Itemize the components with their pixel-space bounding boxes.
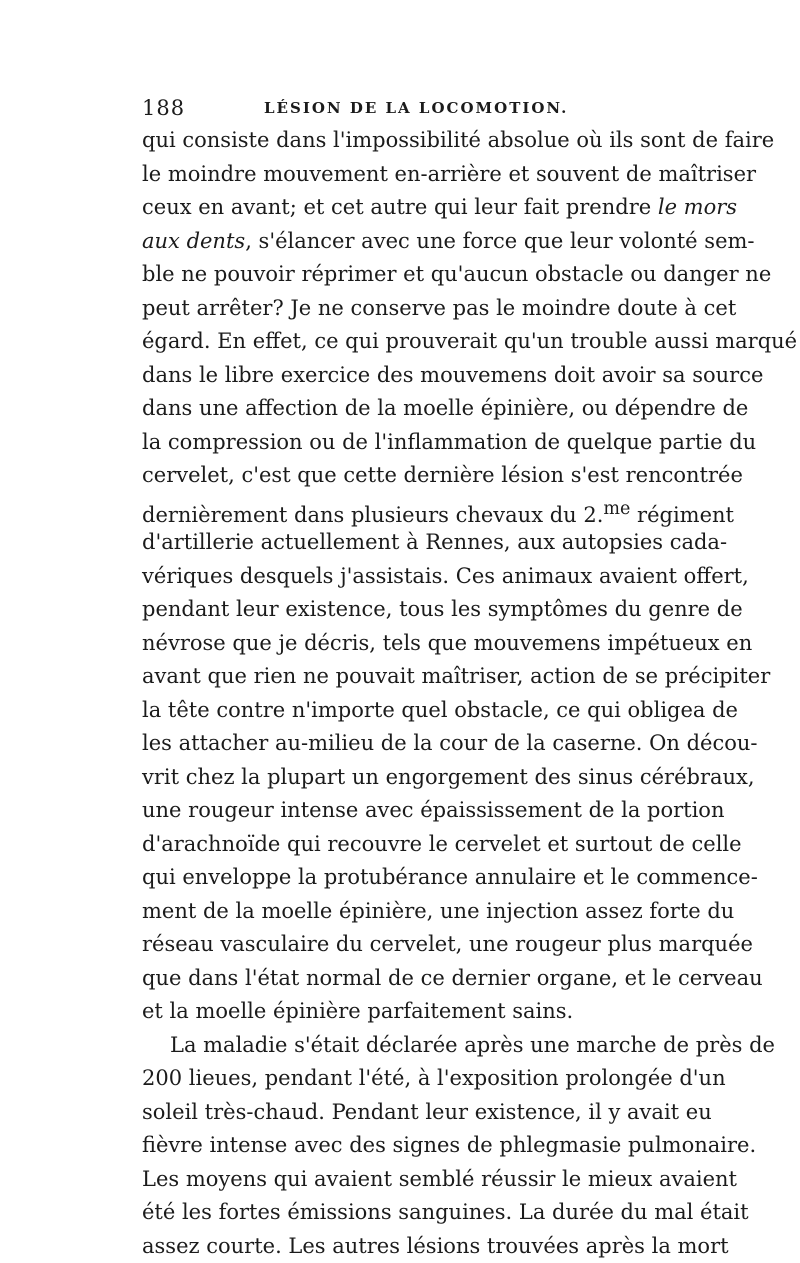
running-title: LÉSION DE LA LOCOMOTION. bbox=[264, 99, 568, 117]
text-line: égard. En effet, ce qui prouverait qu'un trouble aussi marqué bbox=[142, 325, 670, 359]
text-line: ble ne pouvoir réprimer et qu'aucun obstacle ou danger ne bbox=[142, 258, 670, 292]
paragraph-2 bbox=[142, 1029, 670, 1263]
text-line: que dans l'état normal de ce dernier organe, et le cerveau bbox=[142, 962, 670, 996]
text-line: qui enveloppe la protubérance annulaire et le commence- bbox=[142, 861, 670, 895]
text-line: La maladie s'était déclarée après une marche de près de bbox=[142, 1029, 670, 1063]
paragraph-1 bbox=[142, 124, 670, 1029]
text-line bbox=[142, 225, 670, 259]
text-line bbox=[142, 493, 670, 527]
text-line: qui consiste dans l'impossibilité absolue où ils sont de faire bbox=[142, 124, 670, 158]
text-line: les attacher au-milieu de la cour de la caserne. On décou- bbox=[142, 727, 670, 761]
italic-phrase: le mors bbox=[658, 195, 737, 219]
text-line: la compression ou de l'inflammation de quelque partie du bbox=[142, 426, 670, 460]
text-line: dans le libre exercice des mouvemens doit avoir sa source bbox=[142, 359, 670, 393]
text-line: et la moelle épinière parfaitement sains. bbox=[142, 995, 670, 1029]
text-line: ment de la moelle épinière, une injection assez forte du bbox=[142, 895, 670, 929]
text-line: le moindre mouvement en-arrière et souvent de maîtriser bbox=[142, 158, 670, 192]
text-line: Les moyens qui avaient semblé réussir le mieux avaient bbox=[142, 1163, 670, 1197]
text-line: cervelet, c'est que cette dernière lésion s'est rencontrée bbox=[142, 459, 670, 493]
page-body bbox=[142, 124, 670, 1263]
text-line: d'artillerie actuellement à Rennes, aux autopsies cada- bbox=[142, 526, 670, 560]
text-line: soleil très-chaud. Pendant leur existence, il y avait eu bbox=[142, 1096, 670, 1130]
text-line: fièvre intense avec des signes de phlegmasie pulmonaire. bbox=[142, 1129, 670, 1163]
text-line: la tête contre n'importe quel obstacle, ce qui obligea de bbox=[142, 694, 670, 728]
text-span: , s'élancer avec une force que leur volonté sem- bbox=[245, 229, 754, 253]
text-line: peut arrêter? Je ne conserve pas le moindre doute à cet bbox=[142, 292, 670, 326]
text-line: été les fortes émissions sanguines. La durée du mal était bbox=[142, 1196, 670, 1230]
text-line: pendant leur existence, tous les symptômes du genre de bbox=[142, 593, 670, 627]
text-line: 200 lieues, pendant l'été, à l'exposition prolongée d'un bbox=[142, 1062, 670, 1096]
text-line: vrit chez la plupart un engorgement des sinus cérébraux, bbox=[142, 761, 670, 795]
text-line: assez courte. Les autres lésions trouvées après la mort bbox=[142, 1230, 670, 1263]
page-header bbox=[142, 96, 652, 126]
text-line: d'arachnoïde qui recouvre le cervelet et surtout de celle bbox=[142, 828, 670, 862]
text-span: régiment bbox=[637, 503, 734, 527]
text-span: dernièrement dans plusieurs chevaux du 2. bbox=[142, 503, 603, 527]
text-span: ceux en avant; et cet autre qui leur fait prendre bbox=[142, 195, 651, 219]
text-line: névrose que je décris, tels que mouvemens impétueux en bbox=[142, 627, 670, 661]
text-line: vériques desquels j'assistais. Ces animaux avaient offert, bbox=[142, 560, 670, 594]
text-line: réseau vasculaire du cervelet, une rougeur plus marquée bbox=[142, 928, 670, 962]
text-line: avant que rien ne pouvait maîtriser, action de se précipiter bbox=[142, 660, 670, 694]
text-line: dans une affection de la moelle épinière, ou dépendre de bbox=[142, 392, 670, 426]
page-number: 188 bbox=[142, 96, 185, 120]
text-line bbox=[142, 191, 670, 225]
text-line: une rougeur intense avec épaississement de la portion bbox=[142, 794, 670, 828]
ordinal-superscript: me bbox=[603, 499, 630, 519]
italic-phrase: aux dents bbox=[142, 229, 245, 253]
